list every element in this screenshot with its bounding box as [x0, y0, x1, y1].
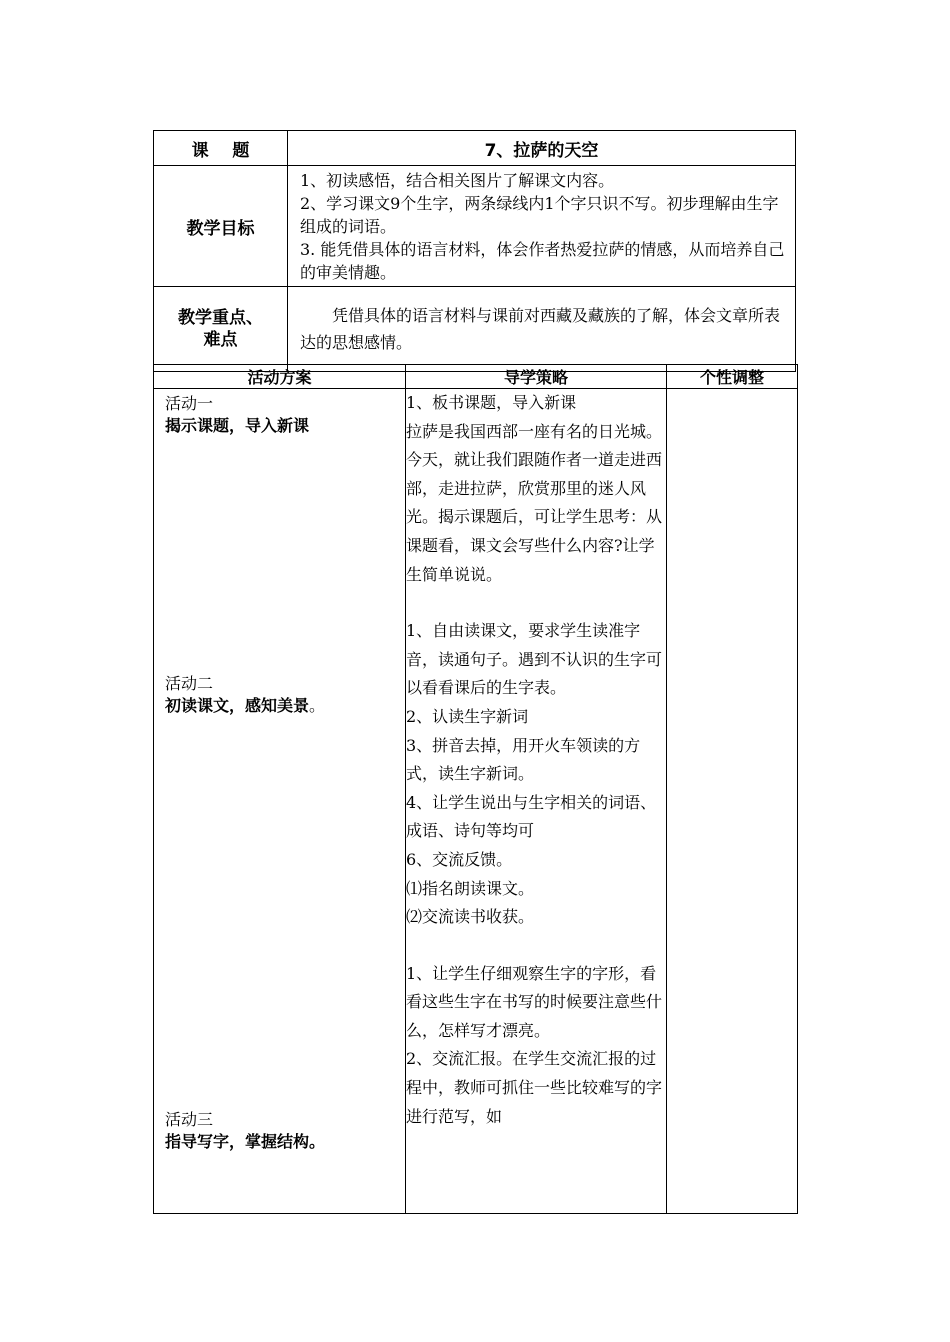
- goals-cell: [288, 166, 796, 287]
- spacer: [406, 932, 666, 960]
- strategy-line: 2、交流汇报。在学生交流汇报的过程中，教师可抓住一些比较难写的字进行范写，如: [406, 1049, 663, 1126]
- goals-label: 教学目标: [154, 166, 288, 287]
- strategy-line: 1、板书课题，导入新课: [406, 393, 577, 412]
- activity-item: [165, 1109, 325, 1153]
- column-header-strategy: 导学策略: [406, 365, 667, 389]
- column-header-adjust: 个性调整: [667, 365, 798, 389]
- focus-label: 教学重点、难点: [154, 287, 288, 372]
- adjust-column: [667, 389, 798, 1214]
- topic-label: 课 题: [154, 131, 288, 166]
- goal-item: 2、学习课文9个生字，两条绿线内1个字只识不写。初步理解由生字组成的词语。: [300, 193, 779, 236]
- activity-name: 活动三: [165, 1110, 214, 1129]
- strategy-column: [406, 389, 667, 1214]
- strategy-line: 1、让学生仔细观察生字的字形，看看这些生字在书写的时候要注意些什么，怎样写才漂亮。: [406, 963, 663, 1040]
- column-header-activity: 活动方案: [154, 365, 406, 389]
- activity-item: [165, 393, 309, 437]
- activity-name: 活动一: [165, 394, 214, 413]
- strategy-line: 2、认读生字新词: [406, 706, 529, 726]
- strategy-line: 4、让学生说出与生字相关的词语、成语、诗句等均可: [406, 792, 657, 841]
- activity-title: 初读课文，感知美景: [165, 696, 310, 715]
- strategy-line: 3、拼音去掉，用开火车领读的方式，读生字新词。: [406, 735, 641, 784]
- activity-name: 活动二: [165, 674, 214, 693]
- focus-text: 凭借具体的语言材料与课前对西藏及藏族的了解，体会文章所表达的思想感情。: [288, 287, 796, 372]
- lesson-info-table: [153, 130, 796, 372]
- goal-item: 3. 能凭借具体的语言材料，体会作者热爱拉萨的情感，从而培养自己的审美情趣。: [300, 239, 785, 282]
- strategy-line: 1、自由读课文，要求学生读准字音，读通句子。遇到不认识的生字可以看看课后的生字表。: [406, 621, 663, 698]
- activity-title-suffix: 。: [309, 696, 326, 715]
- activity-title: 指导写字，掌握结构。: [165, 1132, 326, 1151]
- goal-item: 1、初读感悟，结合相关图片了解课文内容。: [300, 170, 615, 190]
- activity-table: [153, 364, 798, 1214]
- activity-column: [154, 389, 406, 1214]
- activity-title: 揭示课题，导入新课: [165, 416, 310, 435]
- strategy-line: ⑴指名朗读课文。: [406, 878, 535, 898]
- strategy-line: 6、交流反馈。: [406, 849, 513, 869]
- strategy-line: 拉萨是我国西部一座有名的日光城。今天，就让我们跟随作者一道走进西部，走进拉萨，欣赏那里的迷人风光。揭示课题后，可让学生思考：从课题看，课文会写些什么内容?让学生简单说说。: [406, 421, 663, 584]
- spacer: [406, 589, 666, 617]
- strategy-line: ⑵交流读书收获。: [406, 907, 535, 927]
- activity-item: [165, 673, 325, 717]
- lesson-title: 7、拉萨的天空: [288, 131, 796, 166]
